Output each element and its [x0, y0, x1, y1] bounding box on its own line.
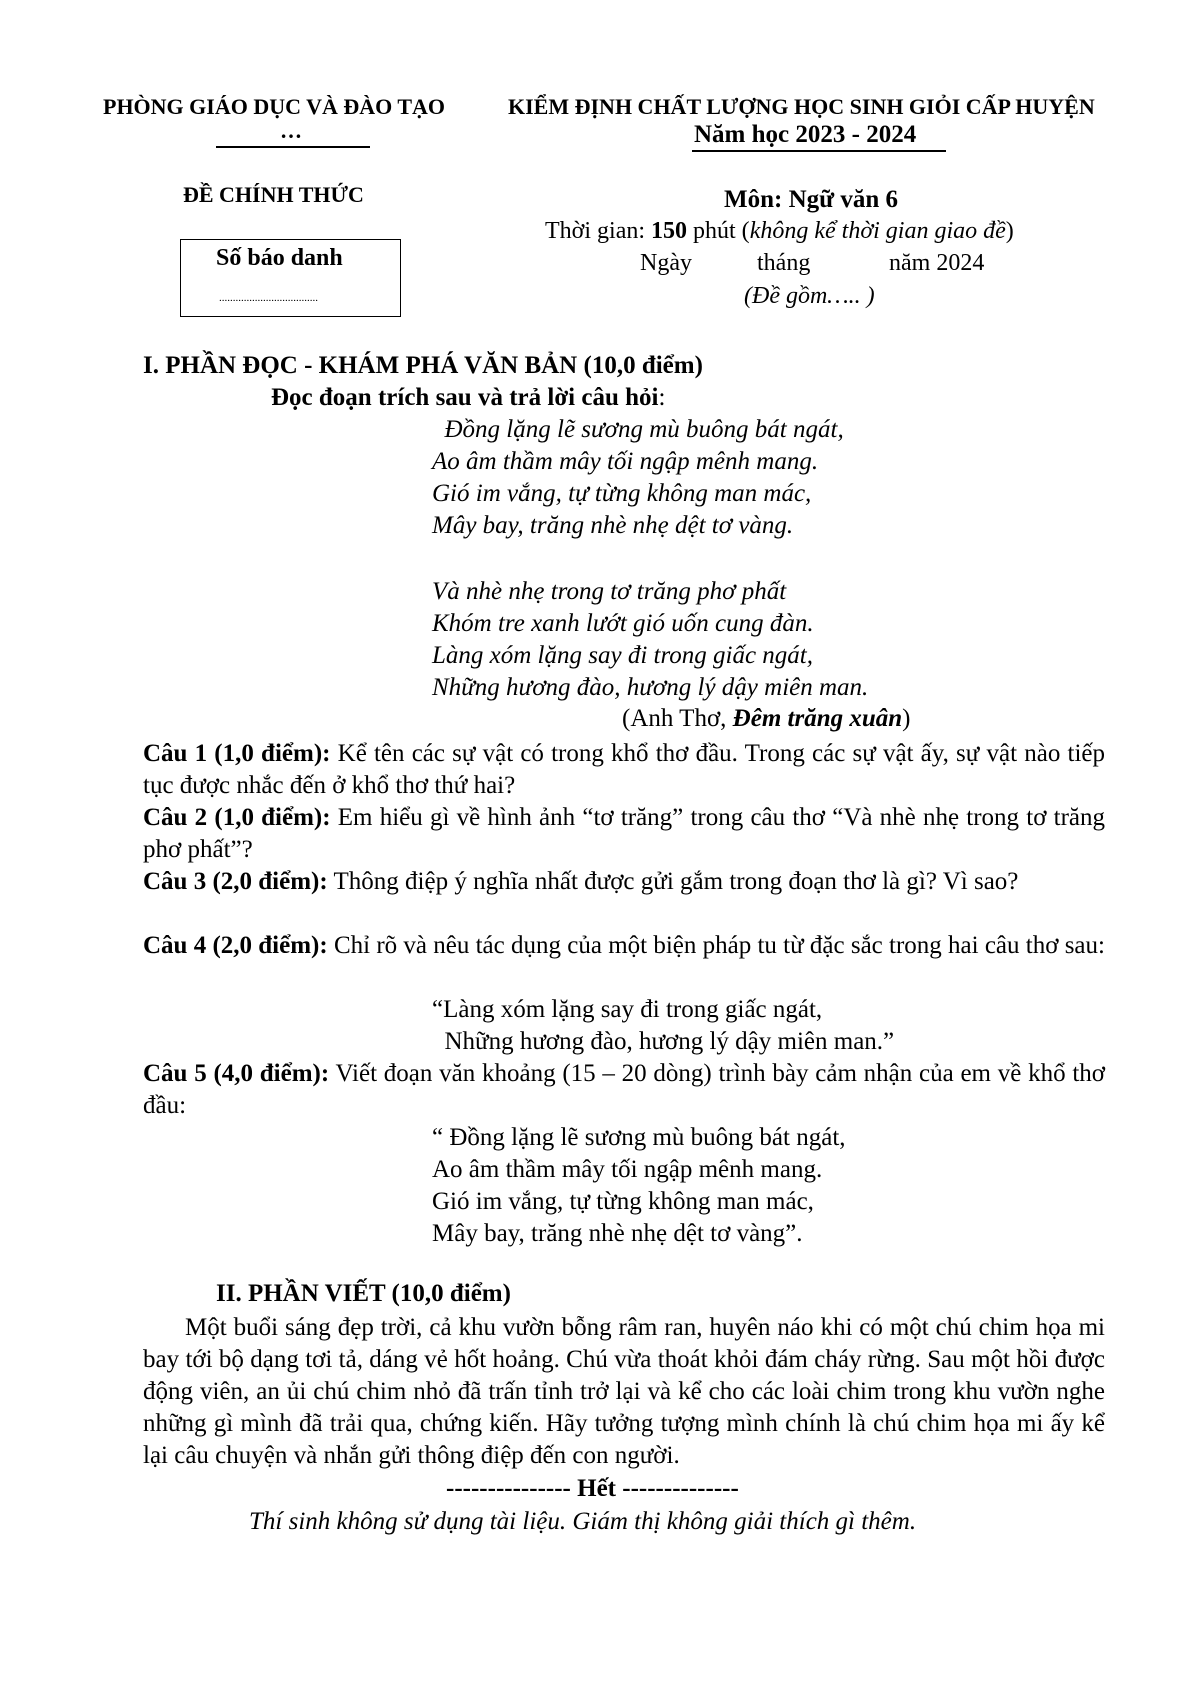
- question-label: Câu 3 (2,0 điểm):: [143, 868, 328, 895]
- question-label: Câu 5 (4,0 điểm):: [143, 1060, 330, 1087]
- candidate-number-box: [180, 239, 401, 317]
- poem-stanza-2: [432, 576, 868, 704]
- poem-line: Làng xóm lặng say đi trong giấc ngát,: [432, 642, 814, 669]
- candidate-number-dots: ....................................: [219, 292, 318, 304]
- quote-line: Ao âm thầm mây tối ngập mênh mang.: [432, 1156, 823, 1183]
- question-text: Thông điệp ý nghĩa nhất được gửi gắm trong đoạn thơ là gì? Vì sao?: [327, 868, 1019, 895]
- source-close: ): [902, 705, 911, 732]
- source-author: (Anh Thơ,: [622, 705, 733, 732]
- education-office: PHÒNG GIÁO DỤC VÀ ĐÀO TẠO: [103, 94, 446, 119]
- poem-stanza-1: [432, 414, 844, 542]
- education-office-sub: …: [280, 118, 302, 143]
- quote-line: Gió im vắng, tự từng không man mác,: [432, 1188, 814, 1215]
- footer-note: Thí sinh không sử dụng tài liệu. Giám thị không giải thích gì thêm.: [249, 1508, 917, 1535]
- date-nam: năm 2024: [889, 250, 985, 276]
- question-5: [143, 1058, 1105, 1122]
- poem-line: Những hương đào, hương lý dậy miên man.: [432, 674, 869, 701]
- question-text: Em hiểu gì về hình ảnh “tơ trăng” trong câu thơ “Và nhè nhẹ trong tơ trăng phơ phất”?: [143, 804, 1105, 863]
- poem-line: Mây bay, trăng nhè nhẹ dệt tơ vàng.: [432, 512, 794, 539]
- subject: Môn: Ngữ văn 6: [724, 186, 899, 213]
- date-ngay: Ngày: [640, 250, 692, 276]
- candidate-number-label: Số báo danh: [216, 245, 343, 271]
- poem-line: Ao âm thầm mây tối ngập mênh mang.: [432, 448, 819, 475]
- question-text: Kể tên các sự vật có trong khổ thơ đầu. Trong các sự vật ấy, sự vật nào tiếp tục được nhắc đến ở khổ thơ thứ hai?: [143, 740, 1105, 799]
- writing-prompt-text: Một buổi sáng đẹp trời, cả khu vườn bỗng râm ran, huyên náo khi có một chú chim họa mi bay tới bộ dạng tơi tả, dáng vẻ hốt hoảng. Chú vừa thoát khỏi đám cháy rừng. Sau một hồi được động viên, an ủi chú chim nhỏ đã trấn tỉnh trở lại và kể cho các loài chim trong khu vườn nghe những gì mình đã trải qua, chứng kiến. Hãy tưởng tượng mình chính là chú chim họa mi ấy kể lại câu chuyện và nhắn gửi thông điệp đến con người.: [143, 1314, 1105, 1469]
- office-underline: [216, 146, 370, 148]
- quote-line: “ Đồng lặng lẽ sương mù buông bát ngát,: [432, 1124, 846, 1151]
- poem-line: Đồng lặng lẽ sương mù buông bát ngát,: [432, 416, 844, 443]
- time-prefix: Thời gian:: [545, 218, 652, 244]
- poem-line: Và nhè nhẹ trong tơ trăng phơ phất: [432, 578, 787, 605]
- quote-line: “Làng xóm lặng say đi trong giấc ngát,: [432, 996, 823, 1023]
- time-value: 150: [651, 218, 688, 244]
- question-label: Câu 4 (2,0 điểm):: [143, 932, 328, 959]
- school-year: Năm học 2023 - 2024: [694, 121, 917, 148]
- question-1: [143, 738, 1105, 802]
- question-text: Viết đoạn văn khoảng (15 – 20 dòng) trình bày cảm nhận của em về khổ thơ đầu:: [143, 1060, 1105, 1119]
- question-4-quote: [432, 994, 894, 1058]
- question-3: [143, 866, 1105, 898]
- question-5-quote: [432, 1122, 846, 1250]
- question-2: [143, 802, 1105, 866]
- date-thang: tháng: [757, 250, 811, 276]
- pages-note: (Đề gồm….. ): [744, 283, 875, 309]
- poem-source: [622, 705, 910, 733]
- writing-prompt: [143, 1312, 1105, 1472]
- time-close: ): [1005, 218, 1014, 244]
- reading-instruction: [271, 384, 665, 412]
- question-4: [143, 930, 1105, 962]
- school-year-underline: [692, 150, 946, 152]
- poem-line: Khóm tre xanh lướt gió uốn cung đàn.: [432, 610, 814, 637]
- official-exam-label: ĐỀ CHÍNH THỨC: [183, 182, 364, 207]
- question-text: Chỉ rõ và nêu tác dụng của một biện pháp tu từ đặc sắc trong hai câu thơ sau:: [327, 932, 1105, 959]
- exam-title: KIỂM ĐỊNH CHẤT LƯỢNG HỌC SINH GIỎI CẤP HUYỆN: [508, 94, 1095, 119]
- source-title: Đêm trăng xuân: [732, 705, 903, 732]
- instruction-colon: :: [658, 384, 666, 411]
- question-label: Câu 1 (1,0 điểm):: [143, 740, 331, 767]
- time-unit: phút (: [687, 218, 750, 244]
- end-marker: --------------- Hết --------------: [446, 1475, 739, 1502]
- part1-title: I. PHẦN ĐỌC - KHÁM PHÁ VĂN BẢN (10,0 điểm): [143, 352, 703, 379]
- exam-time: [545, 218, 1014, 245]
- instruction-text: Đọc đoạn trích sau và trả lời câu hỏi: [271, 384, 659, 411]
- part2-title: II. PHẦN VIẾT (10,0 điểm): [216, 1280, 511, 1307]
- quote-line: Những hương đào, hương lý dậy miên man.”: [432, 1028, 895, 1055]
- quote-line: Mây bay, trăng nhè nhẹ dệt tơ vàng”.: [432, 1220, 803, 1247]
- question-label: Câu 2 (1,0 điểm):: [143, 804, 331, 831]
- poem-line: Gió im vắng, tự từng không man mác,: [432, 480, 812, 507]
- time-note: không kể thời gian giao đề: [749, 218, 1006, 244]
